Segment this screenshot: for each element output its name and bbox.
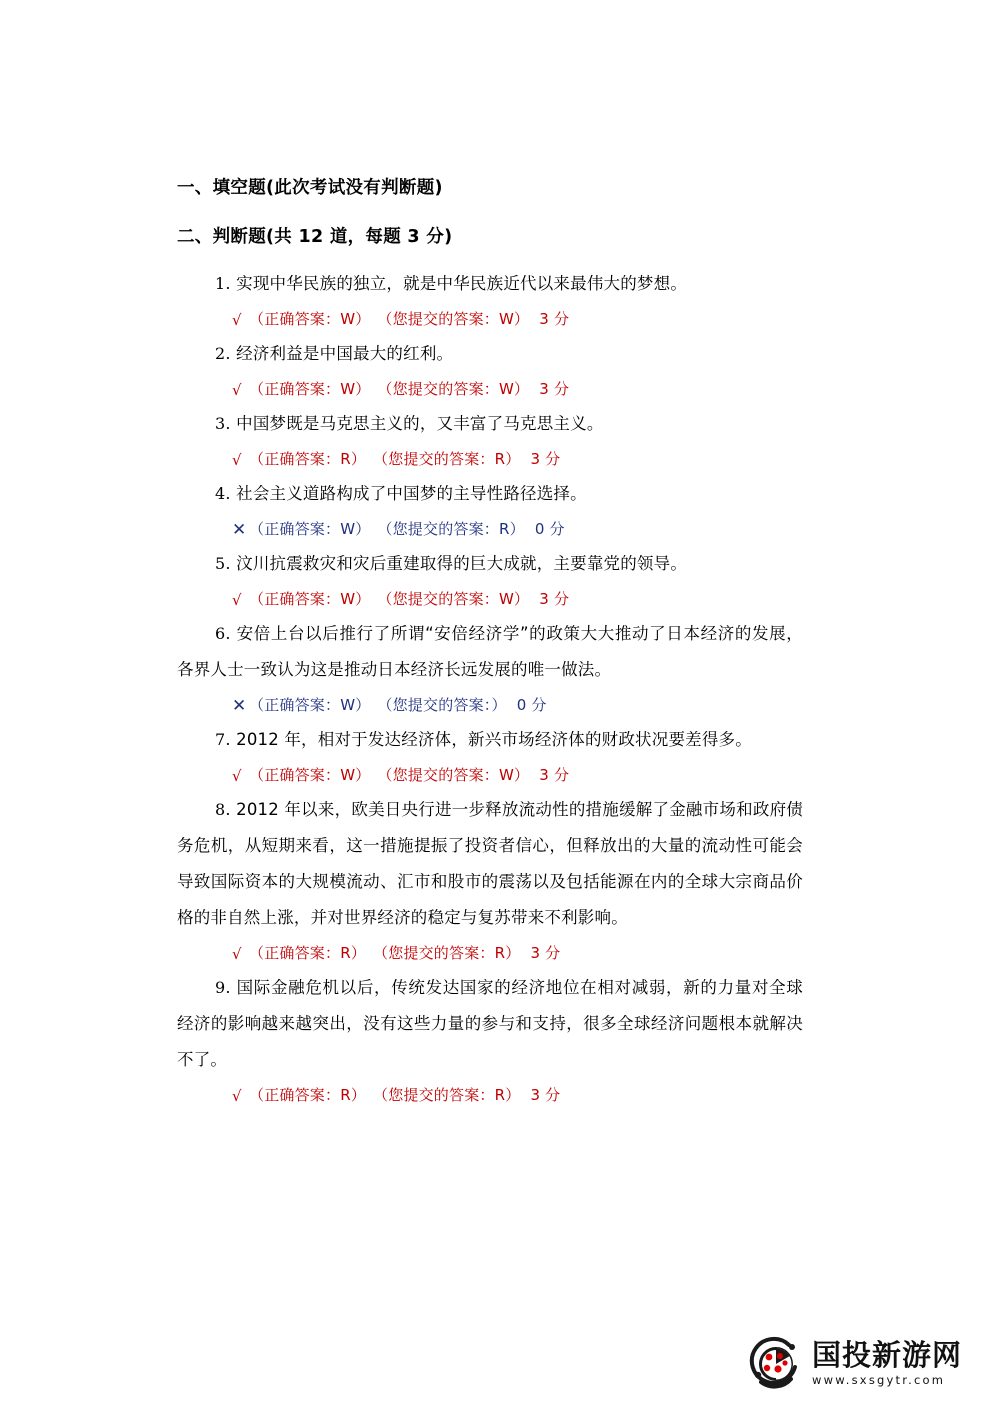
question-text [177,476,803,512]
correct-answer-text: （正确答案：W） [249,520,371,538]
submitted-answer-text: （您提交的答案：R） [373,944,521,962]
correct-answer-text: （正确答案：W） [249,766,371,784]
question-text [177,792,803,936]
answer-feedback-line [232,302,803,336]
correct-answer-text: （正确答案：R） [249,450,367,468]
correct-answer-text: （正确答案：W） [249,310,371,328]
watermark-url: www.sxsgytr.com [812,1373,946,1388]
question-item [177,970,803,1112]
question-number: 6. [215,624,231,643]
check-icon: √ [232,591,242,609]
answer-feedback-line [232,582,803,616]
question-body: 国际金融危机以后，传统发达国家的经济地位在相对减弱，新的力量对全球经济的影响越来越突出，没有这些力量的参与和支持，很多全球经济问题根本就解决不了。 [177,978,803,1069]
question-text [177,722,803,758]
cross-icon: ✕ [232,696,247,716]
question-number: 4. [215,484,231,503]
correct-answer-text: （正确答案：W） [249,590,371,608]
answer-feedback-line [232,936,803,970]
question-body: 经济利益是中国最大的红利。 [236,344,454,363]
submitted-answer-text: （您提交的答案：R） [373,450,521,468]
question-score: 3 分 [539,590,570,608]
question-body: 安倍上台以后推行了所谓“安倍经济学”的政策大大推动了日本经济的发展，各界人士一致认为这是推动日本经济长远发展的唯一做法。 [177,624,803,679]
question-score: 3 分 [539,380,570,398]
question-score: 3 分 [539,766,570,784]
question-text [177,616,803,688]
question-score: 3 分 [530,944,561,962]
submitted-answer-text: （您提交的答案：） [377,696,507,714]
question-body: 2012 年，相对于发达经济体，新兴市场经济体的财政状况要差得多。 [236,730,752,749]
check-icon: √ [232,945,242,963]
question-text [177,406,803,442]
submitted-answer-text: （您提交的答案：W） [377,380,530,398]
question-body: 社会主义道路构成了中国梦的主导性路径选择。 [236,484,587,503]
section-heading-fill-in-blank: 一、填空题(此次考试没有判断题) [177,178,443,198]
cross-icon: ✕ [232,520,247,540]
question-item [177,406,803,476]
question-score: 0 分 [516,696,547,714]
submitted-answer-text: （您提交的答案：W） [377,310,530,328]
question-item [177,546,803,616]
answer-feedback-line [232,688,803,722]
submitted-answer-text: （您提交的答案：R） [373,1086,521,1104]
answer-feedback-line [232,442,803,476]
check-icon: √ [232,381,242,399]
question-item [177,616,803,722]
correct-answer-text: （正确答案：R） [249,944,367,962]
question-list [177,266,803,1112]
question-body: 2012 年以来，欧美日央行进一步释放流动性的措施缓解了金融市场和政府债务危机，从短期来看，这一措施提振了投资者信心，但释放出的大量的流动性可能会导致国际资本的大规模流动、汇市和股市的震荡以及包括能源在内的全球大宗商品价格的非自然上涨，并对世界经济的稳定与复苏带来不利影响。 [177,800,804,927]
watermark-site-name: 国投新游网 [812,1338,963,1373]
question-item [177,722,803,792]
submitted-answer-text: （您提交的答案：R） [377,520,525,538]
check-icon: √ [232,1087,242,1105]
question-score: 3 分 [530,1086,561,1104]
question-number: 8. [215,800,231,819]
question-item [177,266,803,336]
correct-answer-text: （正确答案：R） [249,1086,367,1104]
question-score: 3 分 [539,310,570,328]
answer-feedback-line [232,372,803,406]
check-icon: √ [232,767,242,785]
answer-feedback-line [232,758,803,792]
watermark-text [812,1338,963,1388]
submitted-answer-text: （您提交的答案：W） [377,590,530,608]
answer-feedback-line [232,512,803,546]
question-item [177,792,803,970]
question-text [177,336,803,372]
check-icon: √ [232,311,242,329]
site-watermark [747,1331,983,1397]
question-number: 9. [215,978,231,997]
question-text [177,266,803,302]
question-score: 0 分 [534,520,565,538]
question-body: 实现中华民族的独立，就是中华民族近代以来最伟大的梦想。 [236,274,688,293]
question-number: 3. [215,414,231,433]
question-text [177,546,803,582]
check-icon: √ [232,451,242,469]
answer-feedback-line [232,1078,803,1112]
question-number: 5. [215,554,231,573]
correct-answer-text: （正确答案：W） [249,380,371,398]
ladybug-icon [747,1335,805,1393]
question-number: 2. [215,344,231,363]
question-item [177,476,803,546]
question-number: 1. [215,274,231,293]
section-heading-true-false: 二、判断题(共 12 道，每题 3 分) [177,227,453,247]
question-body: 中国梦既是马克思主义的，又丰富了马克思主义。 [236,414,604,433]
question-score: 3 分 [530,450,561,468]
correct-answer-text: （正确答案：W） [249,696,371,714]
question-item [177,336,803,406]
exam-content [177,178,803,1112]
question-text [177,970,803,1078]
question-number: 7. [215,730,231,749]
submitted-answer-text: （您提交的答案：W） [377,766,530,784]
question-body: 汶川抗震救灾和灾后重建取得的巨大成就，主要靠党的领导。 [236,554,688,573]
